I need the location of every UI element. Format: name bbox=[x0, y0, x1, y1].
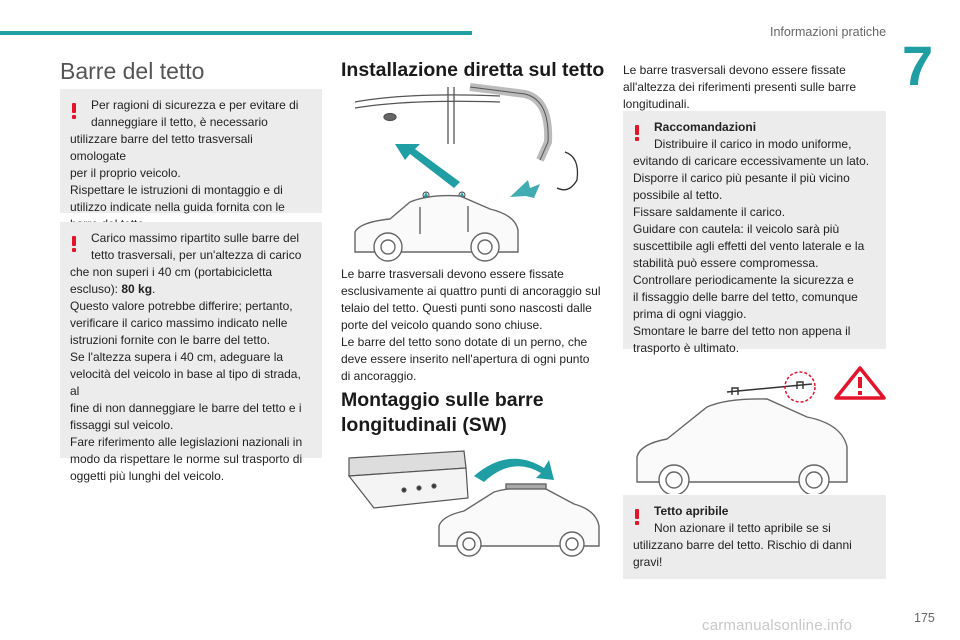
text-line: Controllare periodicamente la sicurezza e bbox=[633, 273, 854, 288]
warning-icon bbox=[635, 125, 640, 141]
text-line: Le barre del tetto sono dotate di un perno, che bbox=[341, 335, 588, 350]
text-line: Fissare saldamente il carico. bbox=[633, 205, 786, 220]
text-line: velocità del veicolo in base al tipo di strada, al bbox=[70, 367, 301, 399]
heading-line: longitudinali (SW) bbox=[341, 414, 507, 437]
warning-box-sunroof bbox=[623, 495, 886, 579]
text-fragment: . bbox=[152, 282, 156, 297]
sunroof-warning-illustration bbox=[632, 362, 890, 494]
text-fragment: escluso): bbox=[70, 282, 122, 297]
text-line: Per ragioni di sicurezza e per evitare di bbox=[91, 98, 299, 112]
direct-install-paragraph bbox=[341, 266, 611, 385]
text-line bbox=[70, 281, 312, 298]
text-line: Questo valore potrebbe differire; pertanto, bbox=[70, 299, 293, 314]
text-line: Rispettare le istruzioni di montaggio e di bbox=[70, 183, 283, 198]
text-line: gravi! bbox=[633, 555, 663, 570]
text-line: verificare il carico massimo indicato nelle bbox=[70, 316, 288, 331]
warning-icon bbox=[72, 236, 77, 252]
page-number: 175 bbox=[914, 611, 935, 625]
text-line: telaio del tetto. Questi punti sono nascosti dalle bbox=[341, 301, 592, 316]
text-line: stabilità può essere compromessa. bbox=[633, 256, 819, 271]
text-line: modo da rispettare le norme sul trasporto di bbox=[70, 452, 303, 467]
text-line: Non azionare il tetto apribile se si bbox=[654, 521, 831, 536]
text-line: Fare riferimento alle legislazioni nazionali in bbox=[70, 435, 303, 450]
page-title: Barre del tetto bbox=[60, 58, 205, 84]
box-title: Tetto apribile bbox=[654, 504, 729, 518]
text-line: fissaggi sul veicolo. bbox=[70, 418, 174, 433]
text-line: oggetti più lunghi del veicolo. bbox=[70, 469, 225, 484]
text-line: danneggiare il tetto, è necessario bbox=[91, 115, 268, 130]
text-line: che non superi i 40 cm (portabicicletta bbox=[70, 265, 273, 280]
roof-anchor-illustration bbox=[350, 82, 605, 264]
text-line: Se l'altezza supera i 40 cm, adeguare la bbox=[70, 350, 284, 365]
text-line: istruzioni fornite con le barre del tetto. bbox=[70, 333, 271, 348]
text-line: Disporre il carico più pesante il più vicino bbox=[633, 171, 850, 186]
text-line: per il proprio veicolo. bbox=[70, 166, 181, 181]
text-line: suscettibile agli effetti del vento laterale e la bbox=[633, 239, 865, 254]
text-line: utilizzano barre del tetto. Rischio di danni bbox=[633, 538, 852, 553]
warning-box-safety bbox=[60, 89, 322, 213]
longitudinal-bars-illustration bbox=[344, 446, 604, 558]
text-line: prima di ogni viaggio. bbox=[633, 307, 747, 322]
text-line: fine di non danneggiare le barre del tetto e i bbox=[70, 401, 302, 416]
text-line: utilizzo indicate nella guida fornita con le bbox=[70, 200, 285, 215]
header-accent-bar bbox=[0, 31, 472, 35]
car-silhouette bbox=[355, 196, 518, 261]
warning-icon bbox=[635, 509, 640, 525]
text-line: utilizzare barre del tetto trasversali omologate bbox=[70, 132, 253, 164]
text-line: Le barre trasversali devono essere fissate bbox=[341, 267, 564, 281]
text-line: Distribuire il carico in modo uniforme, bbox=[654, 137, 852, 152]
text-line: evitando di caricare eccessivamente un lato. bbox=[633, 154, 870, 169]
highlight-circle-icon bbox=[785, 372, 815, 402]
watermark: carmanualsonline.info bbox=[702, 617, 853, 634]
text-line: esclusivamente ai quattro punti di ancoraggio sul bbox=[341, 284, 601, 299]
section-title: Informazioni pratiche bbox=[770, 25, 887, 39]
max-load-value: 80 kg bbox=[121, 282, 153, 297]
heading-line: Montaggio sulle barre bbox=[341, 389, 544, 411]
text-line: possibile al tetto. bbox=[633, 188, 723, 203]
text-line: di ancoraggio. bbox=[341, 369, 417, 384]
text-line: longitudinali. bbox=[623, 97, 690, 112]
car-silhouette bbox=[637, 382, 847, 494]
text-line: all'altezza dei riferimenti presenti sulle barre bbox=[623, 80, 857, 95]
roof-bar-detail bbox=[355, 87, 578, 190]
text-line: trasporto è ultimato. bbox=[633, 341, 740, 356]
section-heading-longitudinal-bars bbox=[341, 388, 544, 439]
arrow-icon bbox=[474, 459, 554, 482]
text-line: Carico massimo ripartito sulle barre del bbox=[91, 231, 300, 245]
warning-box-recommendations bbox=[623, 111, 886, 356]
text-line: porte del veicolo quando sono chiuse. bbox=[341, 318, 543, 333]
warning-triangle-icon bbox=[836, 368, 884, 398]
section-heading-direct-install: Installazione diretta sul tetto bbox=[341, 59, 605, 81]
rail-detail bbox=[349, 451, 468, 508]
text-line: Guidare con cautela: il veicolo sarà più bbox=[633, 222, 840, 237]
box-title: Raccomandazioni bbox=[654, 120, 757, 134]
text-line: deve essere inserito nell'apertura di ogni punto bbox=[341, 352, 590, 367]
text-line: tetto trasversali, per un'altezza di carico bbox=[91, 248, 302, 263]
warning-box-max-load bbox=[60, 222, 322, 484]
warning-icon bbox=[72, 103, 77, 119]
longitudinal-paragraph bbox=[623, 62, 888, 113]
chapter-number: 7 bbox=[902, 34, 934, 97]
text-line: il fissaggio delle barre del tetto, comunque bbox=[633, 290, 858, 305]
text-line: Smontare le barre del tetto non appena il bbox=[633, 324, 851, 339]
text-line: Le barre trasversali devono essere fissate bbox=[623, 63, 846, 77]
